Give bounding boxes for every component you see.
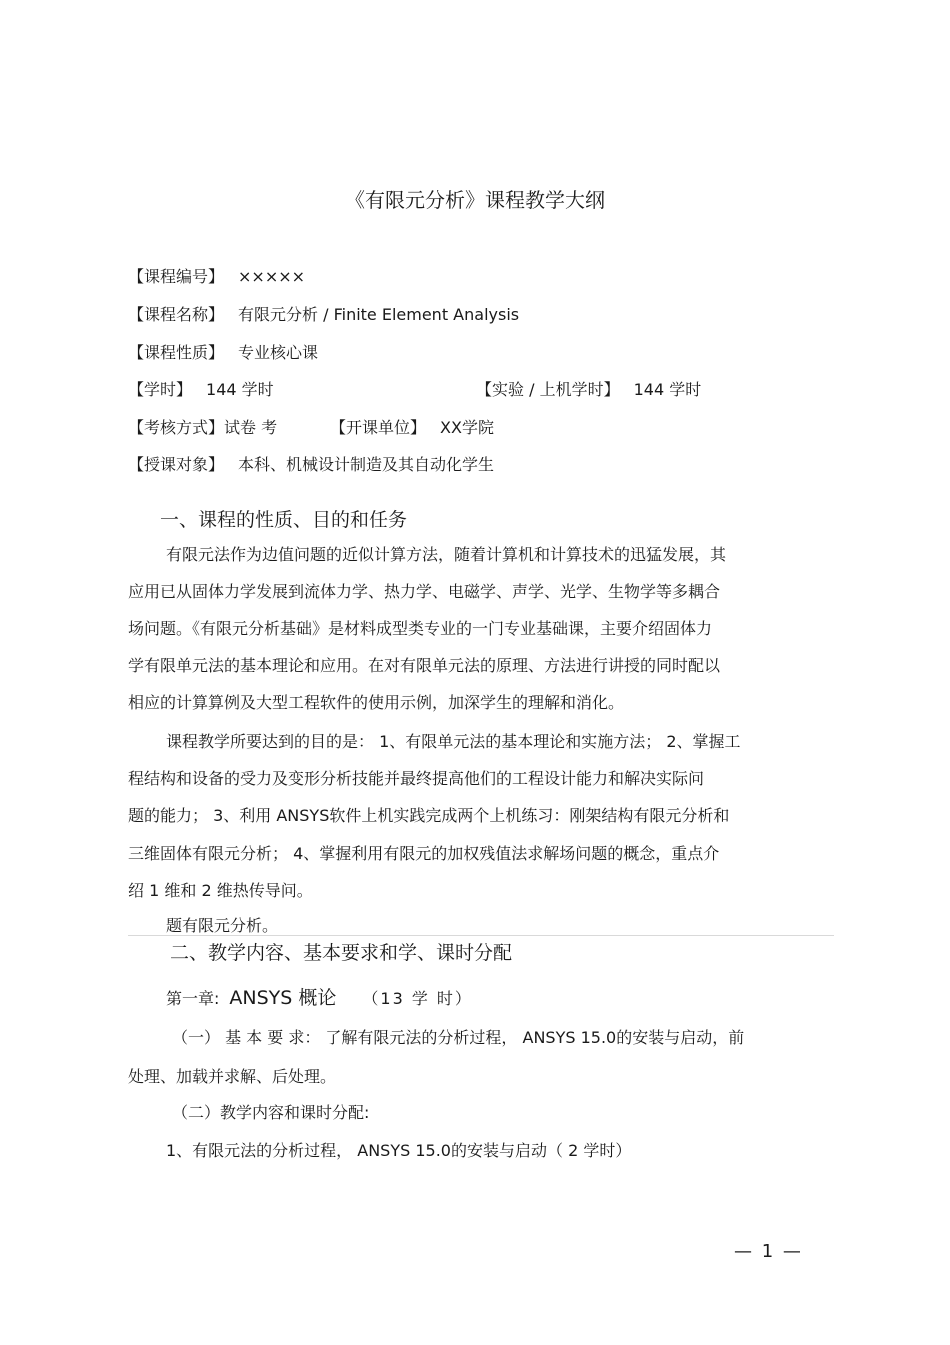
- content-heading: （二）教学内容和课时分配:: [172, 1103, 370, 1122]
- meta-unit: [330, 415, 494, 438]
- unit-label: 【开课单位】: [330, 418, 427, 437]
- chapter-heading: [166, 983, 473, 1010]
- section1-p2-line: 绍 1 维和 2 维热传导问。: [128, 881, 313, 900]
- page-title: 《有限元分析》课程教学大纲: [345, 188, 605, 212]
- section1-p1-line: 有限元法作为边值问题的近似计算方法，随着计算机和计算技术的迅猛发展，其: [166, 545, 727, 564]
- requirement-line: 处理、加载并求解、后处理。: [128, 1067, 337, 1086]
- section1-p2-line: 题有限元分析。: [166, 916, 279, 935]
- meta-course-nature: [128, 340, 318, 363]
- chapter-label: 第一章:: [166, 989, 220, 1008]
- meta-target: [128, 452, 494, 475]
- meta-lab-hours: [476, 377, 701, 400]
- section1-p2-line: 题的能力； 3、利用 ANSYS软件上机实践完成两个上机练习：刚架结构有限元分析和: [128, 806, 730, 825]
- content-item: 1、有限元法的分析过程， ANSYS 15.0的安装与启动（ 2 学时）: [166, 1141, 632, 1160]
- course-name-value: 有限元分析 / Finite Element Analysis: [238, 305, 520, 324]
- chapter-hours: （13 学 时）: [362, 989, 473, 1008]
- section1-heading: 一、课程的性质、目的和任务: [160, 509, 408, 531]
- page-number: — 1 —: [734, 1241, 803, 1262]
- hours-value: 144 学时: [206, 380, 274, 399]
- section2-heading: 二、教学内容、基本要求和学、课时分配: [170, 942, 513, 964]
- target-label: 【授课对象】: [128, 455, 225, 474]
- meta-exam: [128, 415, 277, 438]
- lab-hours-label: 【实验 / 上机学时】: [476, 380, 620, 399]
- course-nature-label: 【课程性质】: [128, 343, 225, 362]
- course-name-label: 【课程名称】: [128, 305, 225, 324]
- course-code-value: ×××××: [238, 267, 306, 286]
- section1-p1-line: 场问题。《有限元分析基础》是材料成型类专业的一门专业基础课，主要介绍固体力: [128, 619, 713, 638]
- section-divider: [128, 935, 834, 936]
- exam-value: 试卷 考: [224, 418, 278, 437]
- section1-p2-line: 程结构和设备的受力及变形分析技能并最终提高他们的工程设计能力和解决实际问: [128, 769, 705, 788]
- lab-hours-value: 144 学时: [633, 380, 702, 399]
- requirement-line: （一） 基 本 要 求： 了解有限元法的分析过程， ANSYS 15.0的安装与启动，前: [172, 1028, 745, 1047]
- chapter-title: ANSYS 概论: [229, 987, 337, 1009]
- course-nature-value: 专业核心课: [238, 343, 319, 362]
- course-code-label: 【课程编号】: [128, 267, 225, 286]
- section1-p2-line: 三维固体有限元分析； 4、掌握利用有限元的加权残值法求解场问题的概念，重点介: [128, 844, 720, 863]
- section1-p2-line: 课程教学所要达到的目的是： 1、有限单元法的基本理论和实施方法； 2、掌握工: [166, 732, 741, 751]
- hours-label: 【学时】: [128, 380, 193, 399]
- unit-value: XX学院: [440, 418, 494, 437]
- meta-course-code: [128, 264, 305, 287]
- meta-course-name: [128, 302, 519, 325]
- target-value: 本科、机械设计制造及其自动化学生: [238, 455, 495, 474]
- section1-p1-line: 学有限单元法的基本理论和应用。在对有限单元法的原理、方法进行讲授的同时配以: [128, 656, 721, 675]
- section1-p1-line: 应用已从固体力学发展到流体力学、热力学、电磁学、声学、光学、生物学等多耦合: [128, 582, 721, 601]
- exam-label: 【考核方式】: [128, 418, 225, 437]
- section1-p1-line: 相应的计算算例及大型工程软件的使用示例，加深学生的理解和消化。: [128, 693, 625, 712]
- meta-hours: [128, 377, 274, 400]
